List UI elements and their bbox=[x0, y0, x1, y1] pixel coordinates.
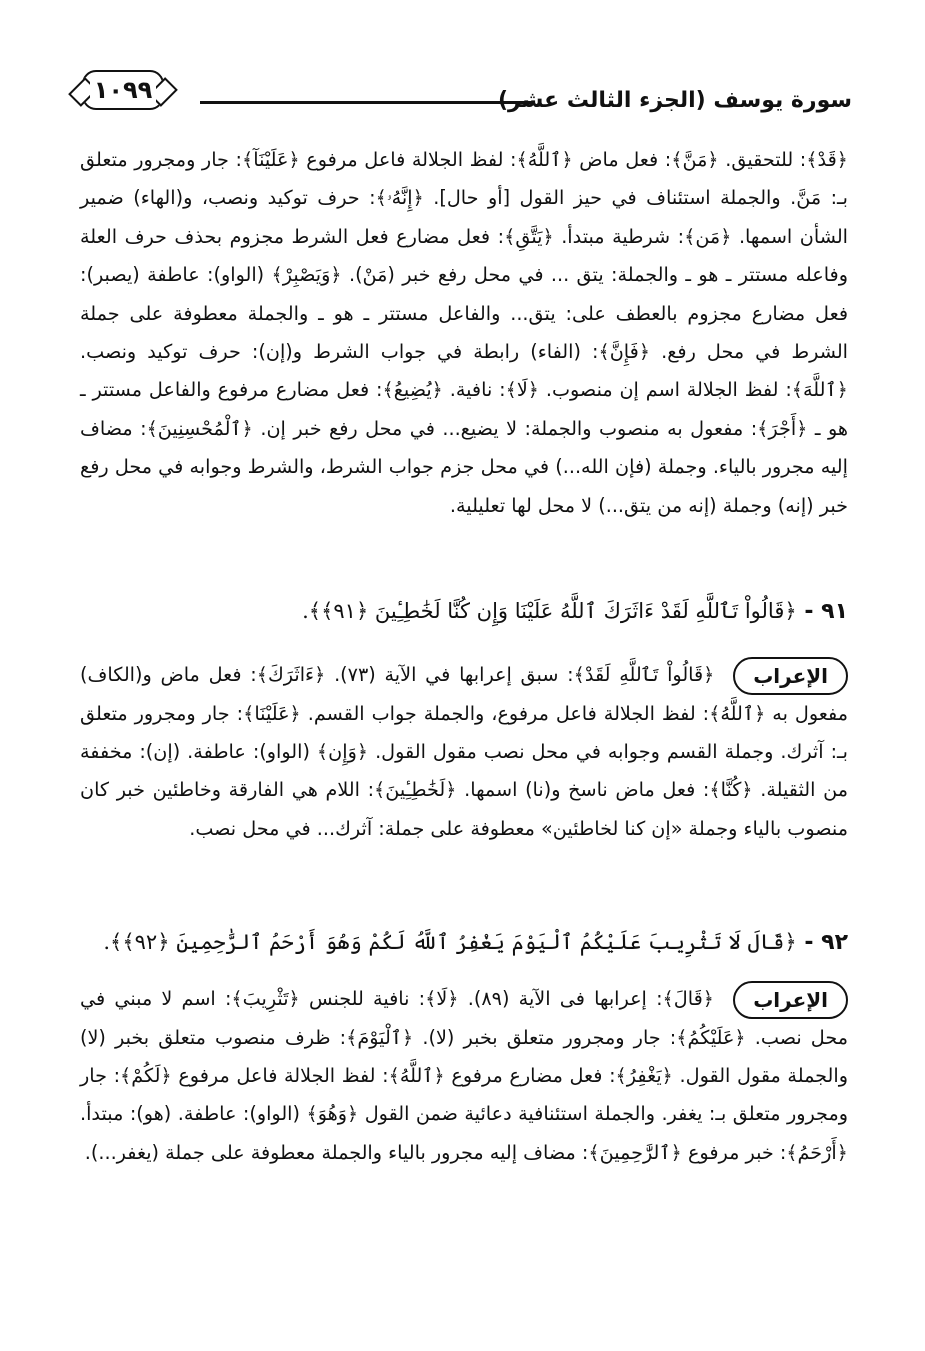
page-header bbox=[82, 62, 852, 118]
irab-paragraph-92 bbox=[80, 980, 848, 1172]
header-rule bbox=[200, 101, 532, 104]
irab-label: الإعراب bbox=[733, 981, 848, 1019]
irab-label: الإعراب bbox=[733, 657, 848, 695]
verse-91-text: ﴿قَالُواْ تَٱللَّهِ لَقَدْ ءَاثَرَكَ ٱللَّهُ عَلَيْنَا وَإِن كُنَّا لَخَٰطِـِٔينَ ﴿٩١﴾﴾. bbox=[302, 599, 797, 623]
page-number-frame bbox=[82, 70, 164, 110]
irab-paragraph-90: ﴿قَدْ﴾: للتحقيق. ﴿مَنَّ﴾: فعل ماض ﴿ٱللَّهُ﴾: لفظ الجلالة فاعل مرفوع ﴿عَلَيْنَآ﴾: جار ومجرور متعلق بـ: مَنَّ. والجملة استئناف في حيز القول [أو حال]. ﴿إِنَّهُۥ﴾: حرف توكيد ونصب، و(الهاء) ضمير الشأن اسمها. ﴿مَن﴾: شرطية مبتدأ. ﴿يَتَّقِ﴾: فعل مضارع فعل الشرط مجزوم بحذف حرف العلة وفاعله مستتر ـ هو ـ والجملة: يتق ... في محل رفع خبر (مَنْ). ﴿وَيَصْبِرْ﴾ (الواو): عاطفة (يصبر): فعل مضارع مجزوم بالعطف على: يتق... والفاعل مستتر ـ هو ـ والجملة معطوفة على جملة الشرط في محل رفع. ﴿فَإِنَّ﴾: (الفاء) رابطة في جواب الشرط و(إن): حرف توكيد ونصب. ﴿ٱللَّهَ﴾: لفظ الجلالة اسم إن منصوب. ﴿لَا﴾: نافية. ﴿يُضِيعُ﴾: فعل مضارع مرفوع والفاعل مستتر ـ هو ـ ﴿أَجْرَ﴾: مفعول به منصوب والجملة: لا يضيع... في محل رفع خبر إن. ﴿ٱلْمُحْسِنِينَ﴾: مضاف إليه مجرور بالياء. وجملة (فإن الله...) في محل جزم جواب الشرط، والشرط وجوابه في محل رفع خبر (إنه) وجملة (إنه من يتق...) لا محل لها تعليلية. bbox=[80, 148, 848, 517]
irab-paragraph-91 bbox=[80, 656, 848, 848]
verse-92-number: ٩٢ - bbox=[804, 930, 848, 955]
verse-92-text: ﴿قَالَ لَا تَثْرِيبَ عَلَيْكُمُ ٱلْيَوْمَ يَغْفِرُ ٱللَّهُ لَكُمْ وَهُوَ أَرْحَمُ ٱلرَّٰحِمِينَ ﴿٩٢﴾﴾. bbox=[103, 930, 797, 954]
verse-92 bbox=[80, 923, 848, 962]
irab-text-91: ﴿قَالُواْ تَٱللَّهِ لَقَدْ﴾: سبق إعرابها في الآية (٧٣). ﴿ءَاثَرَكَ﴾: فعل ماض و(الكاف) مفعول به ﴿ٱللَّهُ﴾: لفظ الجلالة فاعل مرفوع، والجملة جواب القسم. ﴿عَلَيْنَا﴾: جار ومجرور متعلق بـ: آثرك. وجملة القسم وجوابه في محل نصب مقول القول. ﴿وَإِن﴾ (الواو): عاطفة. (إن): مخففة من الثقيلة. ﴿كُنَّا﴾: فعل ماض ناسخ و(نا) اسمها. ﴿لَخَٰطِـِٔينَ﴾: اللام هي الفارقة وخاطئين خبر كان منصوب بالياء وجملة «إن كنا لخاطئين» معطوفة على جملة: آثرك... في محل نصب. bbox=[80, 663, 848, 840]
verse-91-number: ٩١ - bbox=[804, 599, 848, 624]
page-number: ١٠٩٩ bbox=[90, 76, 157, 104]
surah-part-title: سورة يوسف (الجزء الثالث عشر) bbox=[498, 88, 852, 113]
irab-text-92: ﴿قَالَ﴾: إعرابها فى الآية (٨٩). ﴿لَا﴾: نافية للجنس ﴿تَثْرِيبَ﴾: اسم لا مبني في محل نصب. ﴿عَلَيْكُمُ﴾: جار ومجرور متعلق بخبر (لا). ﴿ٱلْيَوْمَ﴾: ظرف منصوب متعلق بخبر (لا) والجملة مقول القول. ﴿يَغْفِرُ﴾: فعل مضارع مرفوع ﴿ٱللَّهُ﴾: لفظ الجلالة فاعل مرفوع ﴿لَكُمْ﴾: جار ومجرور متعلق بـ: يغفر. والجملة استئنافية دعائية ضمن القول ﴿وَهُوَ﴾ (الواو): عاطفة. (هو): مبتدأ. ﴿أَرْحَمُ﴾: خبر مرفوع ﴿ٱلرَّٰحِمِينَ﴾: مضاف إليه مجرور بالياء والجملة معطوفة على جملة (يغفر...). bbox=[80, 987, 848, 1164]
verse-91 bbox=[80, 592, 848, 631]
